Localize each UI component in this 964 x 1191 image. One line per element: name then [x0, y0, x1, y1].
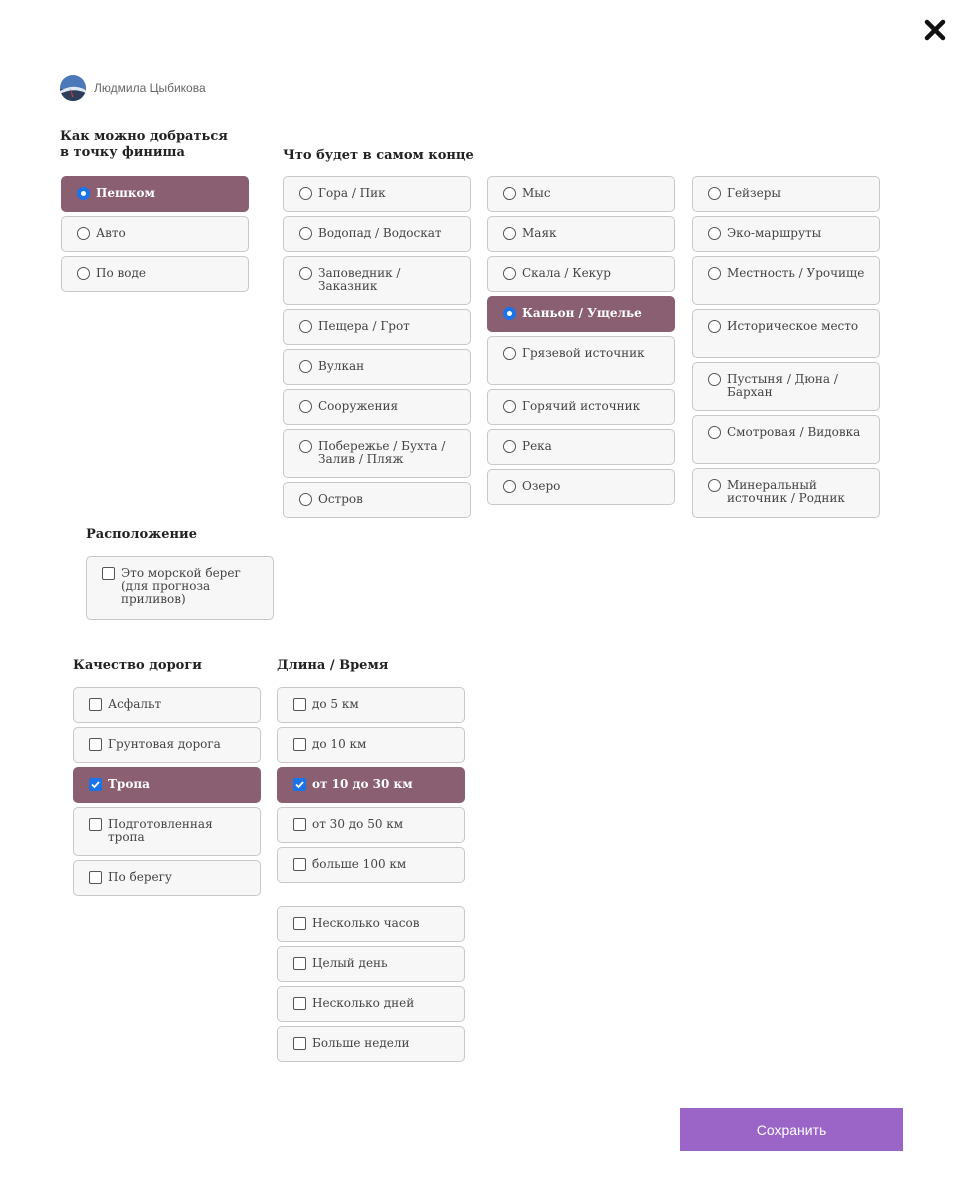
checkbox-icon: [102, 567, 115, 580]
checkbox-icon: [293, 957, 306, 970]
radio-icon: [299, 440, 312, 453]
radio-icon: [503, 480, 516, 493]
checkbox-icon: [89, 871, 102, 884]
checkbox-icon: [89, 738, 102, 751]
radio-icon: [708, 227, 721, 240]
end-option[interactable]: Гора / Пик: [283, 176, 471, 212]
end-option[interactable]: Пещера / Грот: [283, 309, 471, 345]
road-option-trail[interactable]: Тропа: [73, 767, 261, 803]
end-option[interactable]: Маяк: [487, 216, 675, 252]
length-option[interactable]: больше 100 км: [277, 847, 465, 883]
author-name: Людмила Цыбикова: [94, 81, 206, 95]
end-option[interactable]: Гейзеры: [692, 176, 880, 212]
author-info: [60, 75, 206, 101]
radio-icon: [708, 267, 721, 280]
checkbox-icon: [293, 738, 306, 751]
end-option[interactable]: Эко-маршруты: [692, 216, 880, 252]
checkbox-icon: [293, 1037, 306, 1050]
radio-icon: [708, 320, 721, 333]
radio-icon: [503, 400, 516, 413]
time-option[interactable]: Больше недели: [277, 1026, 465, 1062]
radio-icon: [503, 227, 516, 240]
radio-icon: [708, 479, 721, 492]
length-option[interactable]: от 30 до 50 км: [277, 807, 465, 843]
radio-icon: [503, 347, 516, 360]
radio-icon: [77, 267, 90, 280]
end-option[interactable]: Смотровая / Видовка: [692, 415, 880, 464]
end-option[interactable]: Заповедник / Заказник: [283, 256, 471, 305]
end-option[interactable]: Мыс: [487, 176, 675, 212]
radio-icon: [299, 267, 312, 280]
avatar: [60, 75, 86, 101]
reach-option-walk[interactable]: Пешком: [61, 176, 249, 212]
end-option[interactable]: Побережье / Бухта / Залив / Пляж: [283, 429, 471, 478]
end-option[interactable]: Пустыня / Дюна / Бархан: [692, 362, 880, 411]
radio-icon: [77, 187, 90, 200]
radio-icon: [77, 227, 90, 240]
end-heading: Что будет в самом конце: [283, 148, 474, 163]
checkbox-icon: [89, 698, 102, 711]
end-option[interactable]: Историческое место: [692, 309, 880, 358]
road-option[interactable]: По берегу: [73, 860, 261, 896]
radio-icon: [299, 493, 312, 506]
end-option[interactable]: Вулкан: [283, 349, 471, 385]
length-heading: Длина / Время: [277, 658, 389, 673]
radio-icon: [299, 360, 312, 373]
end-option[interactable]: Озеро: [487, 469, 675, 505]
length-option[interactable]: до 5 км: [277, 687, 465, 723]
end-option[interactable]: Грязевой источник: [487, 336, 675, 385]
checkbox-icon: [293, 858, 306, 871]
road-option[interactable]: Асфальт: [73, 687, 261, 723]
checkbox-icon: [293, 778, 306, 791]
time-option[interactable]: Целый день: [277, 946, 465, 982]
checkbox-icon: [293, 818, 306, 831]
radio-icon: [708, 373, 721, 386]
checkbox-icon: [293, 917, 306, 930]
checkbox-icon: [293, 997, 306, 1010]
end-option[interactable]: Остров: [283, 482, 471, 518]
end-option[interactable]: Горячий источник: [487, 389, 675, 425]
end-option[interactable]: Водопад / Водоскат: [283, 216, 471, 252]
radio-icon: [708, 426, 721, 439]
length-option[interactable]: до 10 км: [277, 727, 465, 763]
time-option[interactable]: Несколько дней: [277, 986, 465, 1022]
radio-icon: [299, 320, 312, 333]
checkbox-icon: [89, 818, 102, 831]
checkbox-icon: [89, 778, 102, 791]
radio-icon: [503, 307, 516, 320]
reach-heading: Как можно добраться в точку финиша: [60, 129, 228, 160]
end-option[interactable]: Минеральный источник / Родник: [692, 468, 880, 518]
road-heading: Качество дороги: [73, 658, 202, 673]
radio-icon: [503, 187, 516, 200]
end-option[interactable]: Река: [487, 429, 675, 465]
reach-option-water[interactable]: По воде: [61, 256, 249, 292]
radio-icon: [503, 440, 516, 453]
road-option[interactable]: Подготовленная тропа: [73, 807, 261, 856]
close-icon: [921, 16, 949, 44]
location-option-seashore[interactable]: Это морской берег (для прогноза приливов): [86, 556, 274, 620]
end-option[interactable]: Местность / Урочище: [692, 256, 880, 305]
time-option[interactable]: Несколько часов: [277, 906, 465, 942]
reach-option-car[interactable]: Авто: [61, 216, 249, 252]
road-option[interactable]: Грунтовая дорога: [73, 727, 261, 763]
radio-icon: [299, 187, 312, 200]
checkbox-icon: [293, 698, 306, 711]
radio-icon: [503, 267, 516, 280]
location-heading: Расположение: [86, 527, 197, 542]
radio-icon: [299, 400, 312, 413]
radio-icon: [299, 227, 312, 240]
close-button[interactable]: [921, 16, 949, 44]
save-button[interactable]: Сохранить: [680, 1108, 903, 1151]
radio-icon: [708, 187, 721, 200]
end-option[interactable]: Скала / Кекур: [487, 256, 675, 292]
length-option-10-30[interactable]: от 10 до 30 км: [277, 767, 465, 803]
end-option-canyon[interactable]: Каньон / Ущелье: [487, 296, 675, 332]
end-option[interactable]: Сооружения: [283, 389, 471, 425]
